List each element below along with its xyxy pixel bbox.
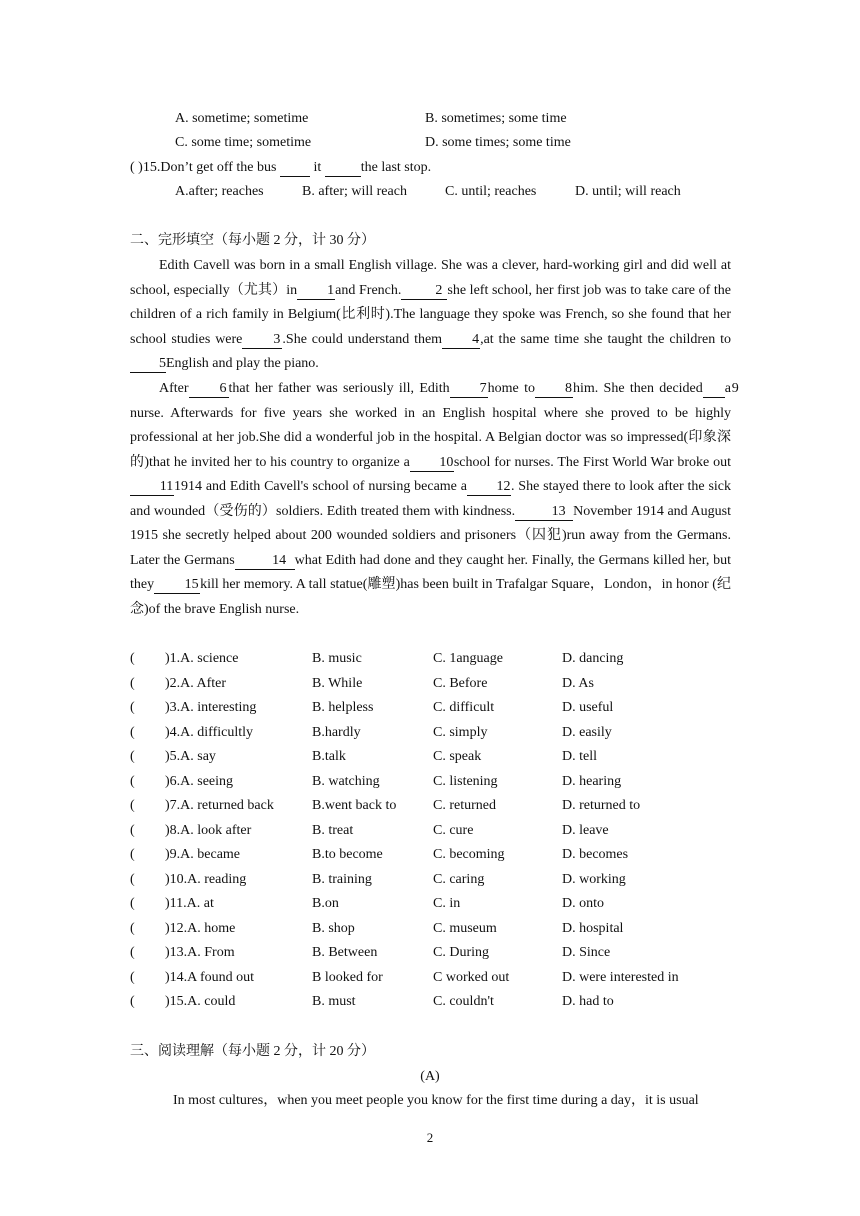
q15-option-c: C. until; reaches — [445, 184, 537, 199]
option-d: D. easily — [562, 724, 612, 740]
option-c: C. returned — [433, 798, 496, 813]
q15-text-pre: 15.Don’t get off the bus — [142, 160, 277, 175]
page-number: 2 — [426, 1130, 434, 1145]
answer-paren: ( — [130, 700, 135, 715]
option-d: D. Since — [562, 945, 611, 960]
blank-4: 4 — [442, 332, 480, 349]
answer-paren: ( — [130, 651, 135, 666]
option-c: C. difficult — [433, 700, 495, 715]
q15-text-post: the last stop. — [360, 160, 432, 175]
passage-label: (A) — [420, 1069, 440, 1084]
passage-text: kill her memory. A tall statue(雕塑)has been built in Trafalgar Square，London，in honor (纪念)of the brave English nurse. — [130, 577, 731, 617]
blank-9: 9 — [703, 381, 725, 398]
question-stem-option-a: )15.A. could — [165, 994, 236, 1009]
blank-1: 1 — [297, 283, 335, 300]
option-c: C. simply — [433, 724, 488, 740]
passage-text: school for nurses. The First World War broke out — [453, 454, 731, 470]
option-b: B.to become — [312, 847, 383, 862]
passage-text: English and play the piano. — [166, 356, 319, 371]
option-b: B. helpless — [312, 700, 374, 715]
blank-8: 8 — [535, 381, 573, 398]
blank — [325, 160, 361, 177]
option-b: B.on — [312, 896, 339, 911]
answer-paren: ( — [130, 920, 135, 936]
option-c: C. During — [433, 945, 489, 960]
q15-option-a: A.after; reaches — [175, 184, 264, 199]
option-c: C. couldn't — [433, 994, 494, 1009]
passage-text: ,at the same time she taught the children to — [480, 331, 731, 347]
question-stem-option-a: )11.A. at — [165, 896, 214, 911]
option-b: B.hardly — [312, 724, 361, 740]
passage-text: him. She then decided — [572, 381, 703, 396]
passage-text: what Edith had done and they caught her. Finally, the Germans killed her, but they — [130, 552, 731, 592]
blank-14: 14 — [235, 553, 295, 570]
question-stem-option-a: )8.A. look after — [165, 822, 252, 838]
option-c: C. becoming — [433, 847, 505, 862]
blank-12: 12 — [467, 479, 511, 496]
option-d: D. returned to — [562, 798, 641, 813]
blank-13: 13 — [515, 504, 573, 521]
answer-paren: ( — [130, 773, 135, 789]
question-15 — [130, 158, 431, 178]
option-c: C. cure — [433, 822, 474, 838]
blank-11: 11 — [130, 479, 174, 496]
option-b: B. shop — [312, 920, 355, 936]
blank-10: 10 — [410, 455, 454, 472]
answer-paren: ( — [130, 847, 135, 862]
question-stem-option-a: )3.A. interesting — [165, 700, 257, 715]
question-stem-option-a: )9.A. became — [165, 847, 241, 862]
option-line-c: C. some time; sometime — [175, 135, 312, 150]
option-b: B. must — [312, 994, 356, 1009]
option-b: B. Between — [312, 945, 378, 960]
passage-text: . She stayed there to look after the sick and wounded（受伤的）soldiers. Edith treated them with kindness. — [130, 479, 731, 519]
option-d: D. leave — [562, 822, 609, 838]
option-b: B. training — [312, 871, 372, 887]
question-stem-option-a: )10.A. reading — [165, 871, 247, 887]
passage-text: home to — [487, 381, 535, 396]
question-stem-option-a: )13.A. From — [165, 945, 235, 960]
blank — [280, 160, 310, 177]
option-d: D. As — [562, 675, 594, 691]
option-b: B. treat — [312, 822, 354, 838]
blank-6: 6 — [189, 381, 229, 398]
passage-text: Edith Cavell was born in a small English village. She was a clever, hard-working girl and did well at school, especially（尤其）in — [130, 258, 731, 298]
q15-option-b: B. after; will reach — [302, 184, 407, 199]
q15-text-mid: it — [313, 160, 322, 175]
option-line-d: D. some times; some time — [425, 135, 571, 150]
question-stem-option-a: )6.A. seeing — [165, 773, 234, 789]
option-d: D. were interested in — [562, 969, 679, 985]
passage-text: 1914 and Edith Cavell's school of nursing became a — [174, 479, 467, 494]
option-d: D. becomes — [562, 847, 629, 862]
passage-text: that her father was seriously ill, Edith — [228, 381, 450, 396]
option-b: B. watching — [312, 773, 380, 789]
option-c: C. listening — [433, 773, 498, 789]
option-line-b: B. sometimes; some time — [425, 111, 567, 126]
answer-paren: ( — [130, 798, 135, 813]
option-b: B.talk — [312, 749, 346, 764]
section-heading-cloze: 二、完形填空（每小题 2 分，计 30 分） — [130, 233, 375, 248]
option-d: D. working — [562, 871, 626, 887]
option-line-a: A. sometime; sometime — [175, 111, 309, 126]
answer-paren: ( — [130, 994, 135, 1009]
blank-5: 5 — [130, 356, 166, 373]
passage-text: After — [159, 381, 189, 396]
option-d: D. hearing — [562, 773, 622, 789]
option-b: B.went back to — [312, 798, 397, 813]
option-d: D. had to — [562, 994, 614, 1009]
answer-paren: ( — [130, 945, 135, 960]
option-c: C. speak — [433, 749, 482, 764]
answer-paren: ( — [130, 675, 135, 691]
option-b: B. music — [312, 651, 362, 666]
passage-text: November 1914 and August 1915 she secretly helped about 200 wounded soldiers and prisoners（囚犯)run away from the Germans. Later the Germans — [130, 503, 731, 568]
passage-text: she left school, her first job was to take care of the children of a rich family in Belgium(比利时).The language they spoke was French, so she found that her school studies were — [130, 282, 731, 347]
option-d: D. useful — [562, 700, 614, 715]
option-c: C. in — [433, 896, 461, 911]
option-b: B looked for — [312, 969, 383, 985]
answer-paren: ( — [130, 969, 135, 985]
option-d: D. tell — [562, 749, 597, 764]
option-c: C. caring — [433, 871, 485, 887]
reading-passage-first-line: In most cultures，when you meet people you know for the first time during a day，it is usual — [173, 1093, 699, 1108]
q15-option-d: D. until; will reach — [575, 184, 681, 199]
passage-text: a nurse. Afterwards for five years she worked in an English hospital where she proved to be highly professional at her job.She did a wonderful job in the hospital. A Belgian doctor was so impressed(印象深的)that he invited her to his country to organize a — [130, 381, 731, 470]
option-c: C worked out — [433, 969, 510, 985]
section-heading-reading: 三、阅读理解（每小题 2 分，计 20 分） — [130, 1044, 375, 1059]
answer-paren: ( — [130, 749, 135, 764]
option-c: C. Before — [433, 675, 488, 691]
answer-paren: ( — [130, 724, 135, 740]
cloze-paragraph-2 — [130, 377, 739, 622]
question-stem-option-a: )1.A. science — [165, 651, 239, 666]
option-c: C. museum — [433, 920, 497, 936]
option-d: D. hospital — [562, 920, 624, 936]
option-d: D. dancing — [562, 651, 624, 666]
blank-15: 15 — [154, 577, 200, 594]
answer-paren: ( ) — [130, 160, 143, 175]
question-stem-option-a: )14.A found out — [165, 969, 255, 985]
option-c: C. 1anguage — [433, 651, 503, 666]
question-stem-option-a: )12.A. home — [165, 920, 236, 936]
answer-paren: ( — [130, 896, 135, 911]
answer-paren: ( — [130, 871, 135, 887]
cloze-paragraph-1 — [130, 254, 731, 377]
question-stem-option-a: )4.A. difficultly — [165, 724, 254, 740]
passage-text: and French. — [335, 282, 402, 298]
option-b: B. While — [312, 675, 363, 691]
question-stem-option-a: )7.A. returned back — [165, 798, 274, 813]
question-stem-option-a: )5.A. say — [165, 749, 216, 764]
answer-paren: ( — [130, 822, 135, 838]
question-stem-option-a: )2.A. After — [165, 675, 227, 691]
blank-7: 7 — [450, 381, 488, 398]
blank-3: 3 — [242, 332, 282, 349]
passage-text: .She could understand them — [282, 331, 443, 347]
blank-2: 2 — [401, 283, 447, 300]
option-d: D. onto — [562, 896, 604, 911]
